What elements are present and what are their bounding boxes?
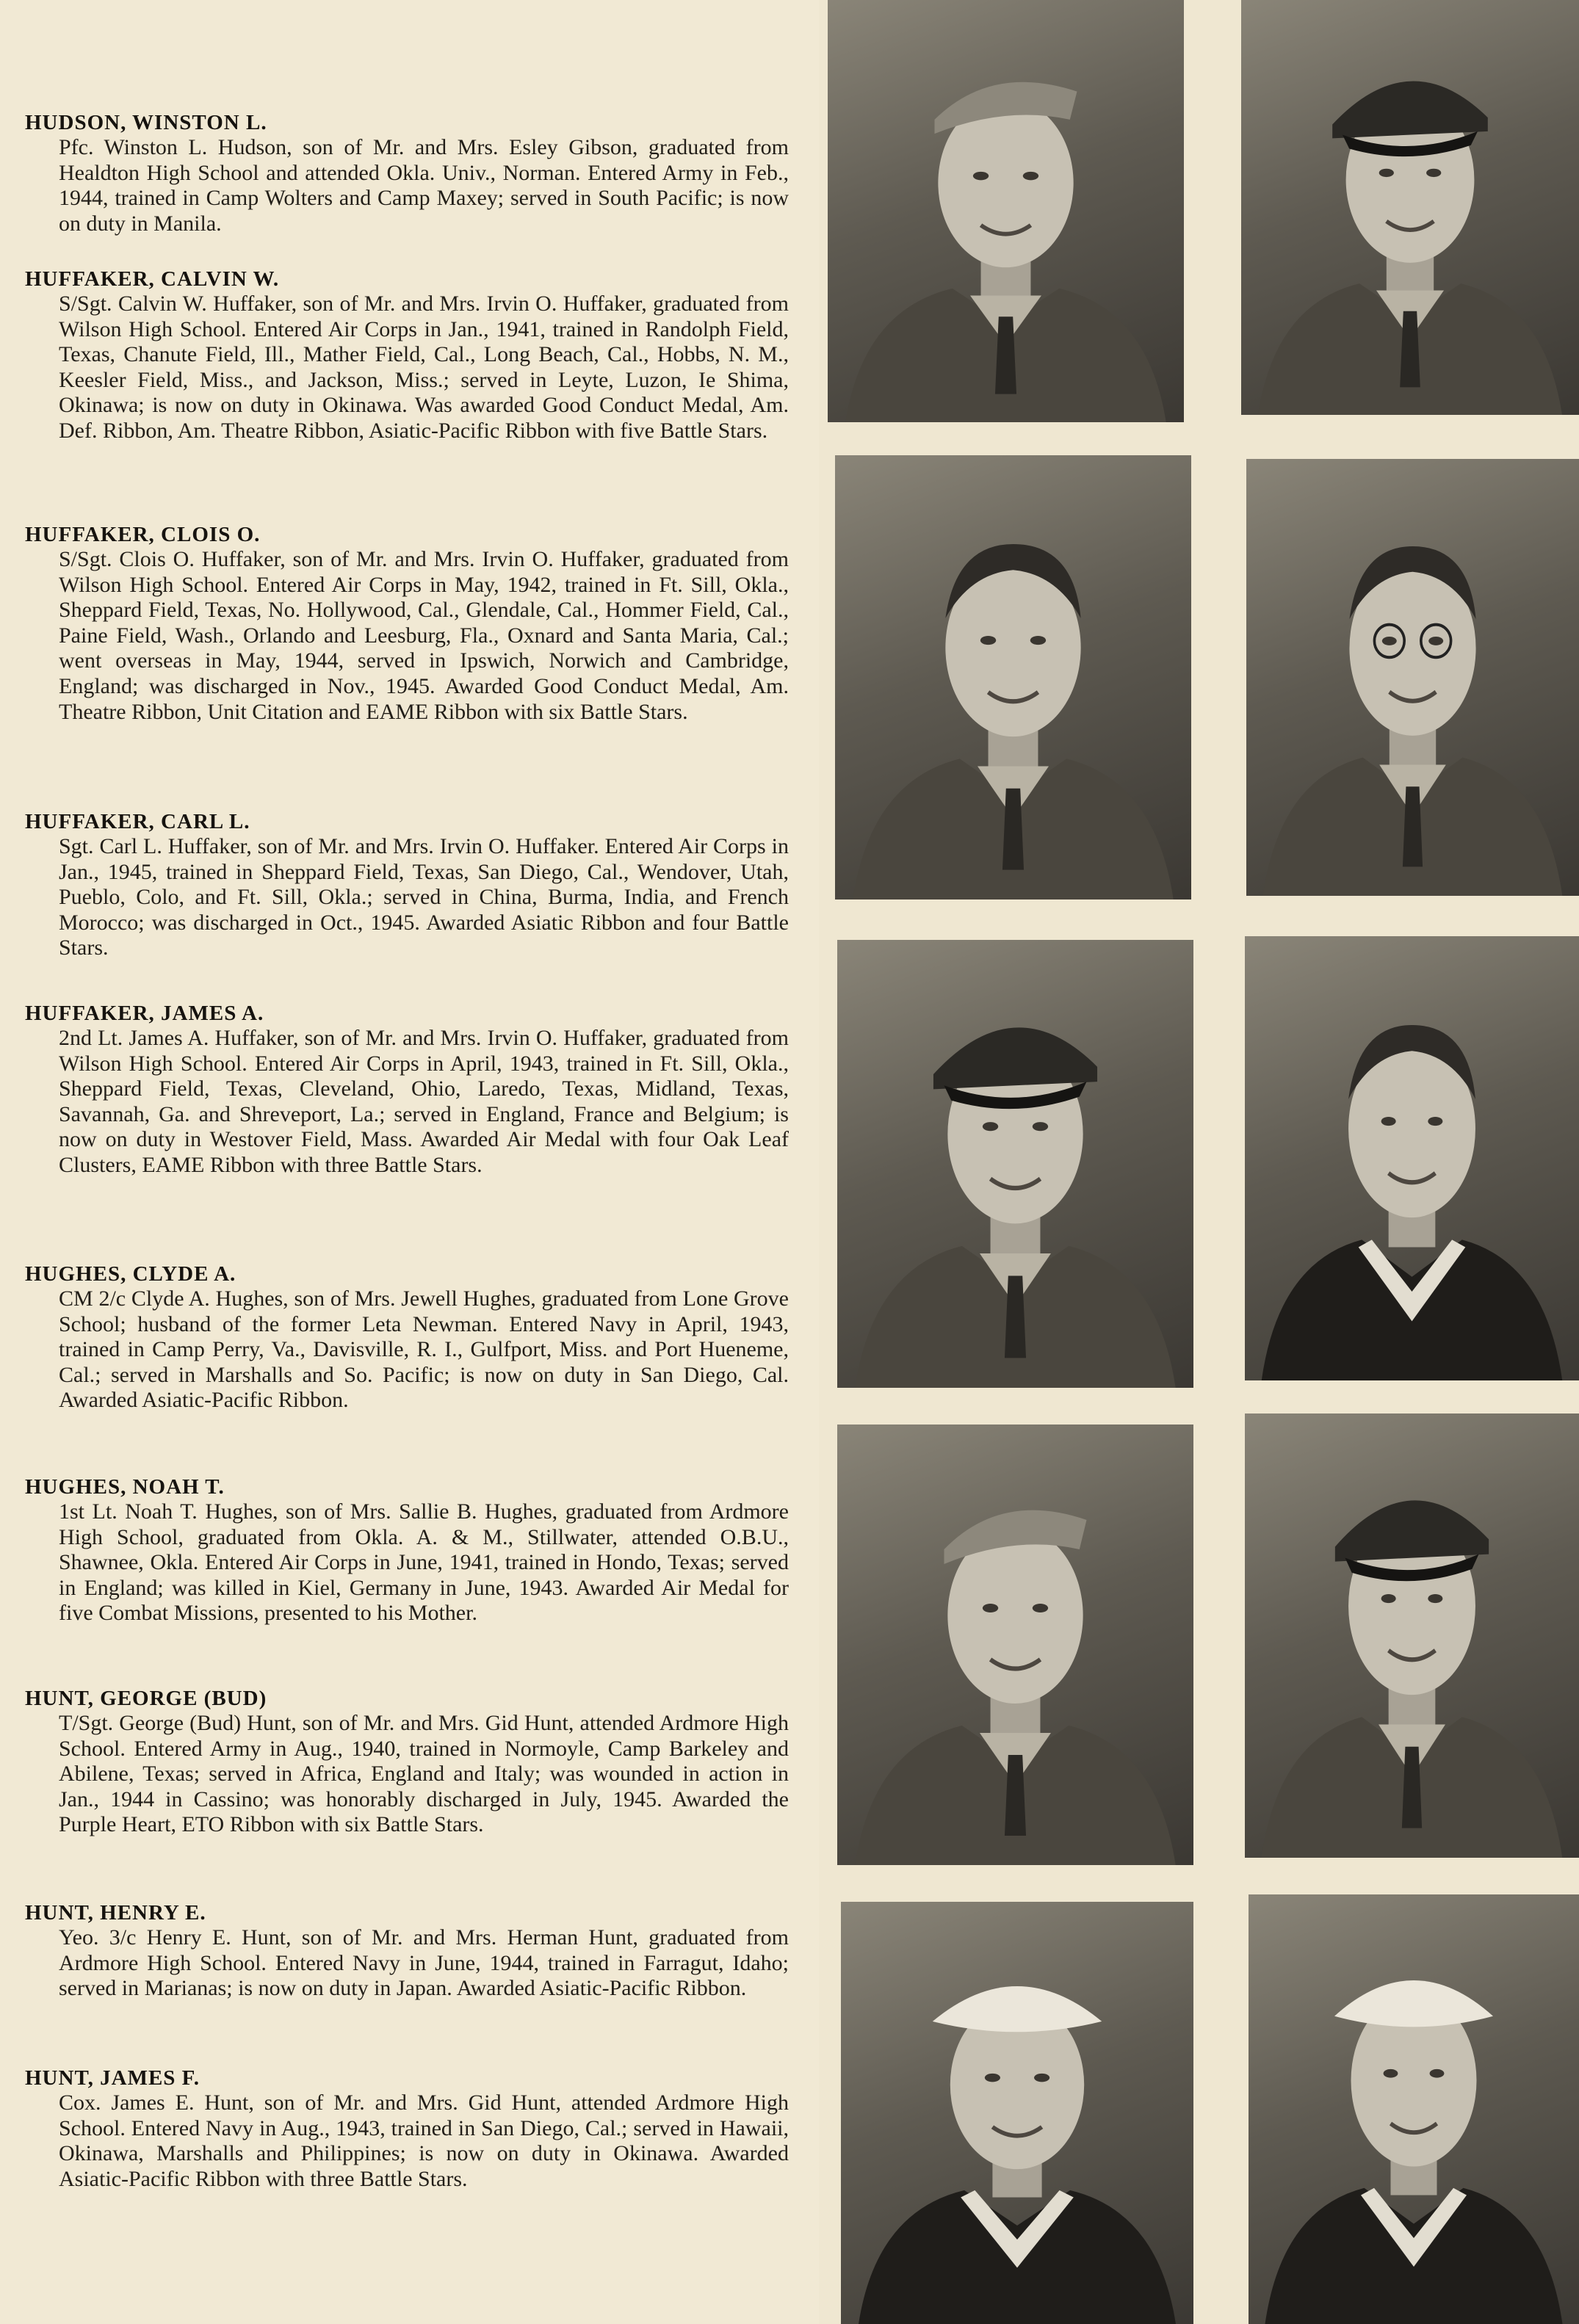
- biography-entry: [25, 522, 789, 725]
- portrait-silhouette: [1245, 1413, 1579, 1858]
- biography-entry: [25, 809, 789, 961]
- necktie-shape: [1400, 311, 1420, 388]
- biography-entry: [25, 1686, 789, 1838]
- portrait-photo: [1245, 936, 1579, 1380]
- portrait-photo: [1249, 1894, 1579, 2324]
- entry-name: HUDSON, WINSTON L.: [25, 111, 267, 134]
- eye-shape: [1428, 1594, 1442, 1603]
- eye-shape: [1023, 172, 1038, 181]
- entry-text: S/Sgt. Calvin W. Huffaker, son of Mr. and Mrs. Irvin O. Huffaker, graduated from Wilson High School. Entered Air Corps in Jan., 1941, trained in Randolph Field, Texas, Chanute Field, Ill., Mather Field, Cal., Long Beach, Cal., Hobbs, N. M., Keesler Field, Miss., and Jackson, Miss.; served in Leyte, Luzon, Ie Shima, Okinawa; is now on duty in Okinawa. Was awarded Good Conduct Medal, Am. Def. Ribbon, Am. Theatre Ribbon, Asiatic-Pacific Ribbon with five Battle Stars.: [59, 292, 789, 443]
- eye-shape: [983, 1122, 998, 1131]
- entry-name: HUNT, HENRY E.: [25, 1901, 206, 1925]
- sailor-cap-shape: [1334, 1980, 1493, 2027]
- eye-shape: [980, 636, 996, 645]
- portrait-silhouette: [1241, 0, 1579, 415]
- biography-entry: [25, 267, 789, 444]
- eye-shape: [1381, 1594, 1396, 1603]
- biography-entry: [25, 2066, 789, 2192]
- portrait-photo: [837, 940, 1193, 1388]
- necktie-shape: [1005, 1755, 1026, 1836]
- eye-shape: [1030, 636, 1046, 645]
- biography-entry: [25, 1001, 789, 1179]
- entry-name: HUFFAKER, CALVIN W.: [25, 267, 280, 291]
- entry-name: HUGHES, NOAH T.: [25, 1475, 225, 1499]
- portrait-photo: [828, 0, 1184, 422]
- entry-name: HUFFAKER, JAMES A.: [25, 1002, 264, 1025]
- entry-text: 1st Lt. Noah T. Hughes, son of Mrs. Sallie B. Hughes, graduated from Ardmore High School, graduated from Okla. A. & M., Stillwater, attended O.B.U., Shawnee, Okla. Entered Air Corps in June, 1941, trained in Hondo, Texas; served in England; was killed in Kiel, Germany in June, 1943. Awarded Air Medal for five Combat Missions, presented to his Mother.: [59, 1499, 789, 1626]
- entry-text: T/Sgt. George (Bud) Hunt, son of Mr. and Mrs. Gid Hunt, attended Ardmore High School. Entered Army in Aug., 1940, trained in Normoyle, Camp Barkeley and Abilene, Texas; served in Africa, England and Italy; was wounded in action in Jan., 1944 in Cassino; was honorably discharged in July, 1945. Awarded the Purple Heart, ETO Ribbon with six Battle Stars.: [59, 1711, 789, 1837]
- sailor-cap-shape: [933, 1986, 1102, 2032]
- portrait-photo: [841, 1902, 1193, 2324]
- eye-shape: [1034, 2074, 1049, 2082]
- service-cap-shape: [1332, 82, 1488, 139]
- entry-text: CM 2/c Clyde A. Hughes, son of Mrs. Jewell Hughes, graduated from Lone Grove School; husband of the former Leta Newman. Entered Navy in April, 1943, trained in Camp Perry, Va., Davisville, R. I., Gulfport, Miss. and Port Hueneme, Cal.; served in Marshalls and So. Pacific; is now on duty in San Diego, Cal. Awarded Asiatic-Pacific Ribbon.: [59, 1286, 789, 1413]
- portrait-silhouette: [828, 0, 1184, 422]
- portrait-silhouette: [837, 1425, 1193, 1865]
- eye-shape: [1033, 1604, 1048, 1612]
- portrait-silhouette: [837, 940, 1193, 1388]
- eye-shape: [1033, 1122, 1048, 1131]
- biography-entry: [25, 110, 789, 236]
- portrait-gallery: [819, 0, 1579, 2324]
- service-cap-shape: [1335, 1500, 1489, 1561]
- necktie-shape: [1002, 789, 1024, 870]
- entry-name: HUNT, GEORGE (BUD): [25, 1687, 267, 1710]
- eye-shape: [973, 172, 989, 181]
- necktie-shape: [1403, 786, 1423, 866]
- entry-text: Sgt. Carl L. Huffaker, son of Mr. and Mrs. Irvin O. Huffaker. Entered Air Corps in Jan., 1945, trained in Sheppard Field, Texas, San Diego, Cal., Wendover, Utah, Pueblo, Colo, and Ft. Sill, Okla.; served in China, Burma, India, and French Morocco; was discharged in Oct., 1945. Awarded Asiatic Ribbon and four Battle Stars.: [59, 834, 789, 960]
- portrait-photo: [1245, 1413, 1579, 1858]
- service-cap-shape: [933, 1027, 1097, 1089]
- entry-text: 2nd Lt. James A. Huffaker, son of Mr. and Mrs. Irvin O. Huffaker, graduated from Wilson High School. Entered Air Corps in April, 1943, trained in Ft. Sill, Okla., Sheppard Field, Texas, Cleveland, Ohio, Laredo, Texas, Midland, Texas, Savannah, Ga. and Shreveport, La.; served in England, France and Belgium; is now on duty in Westover Field, Mass. Awarded Air Medal with four Oak Leaf Clusters, EAME Ribbon with three Battle Stars.: [59, 1026, 789, 1177]
- eye-shape: [1428, 1117, 1442, 1126]
- biography-entry: [25, 1261, 789, 1413]
- eye-shape: [985, 2074, 1000, 2082]
- eye-shape: [1428, 637, 1443, 645]
- entry-name: HUFFAKER, CLOIS O.: [25, 523, 261, 546]
- eye-shape: [1382, 637, 1397, 645]
- entry-text: Yeo. 3/c Henry E. Hunt, son of Mr. and Mrs. Herman Hunt, graduated from Ardmore High School. Entered Navy in June, 1944, trained in Farragut, Idaho; served in Marianas; is now on duty in Japan. Awarded Asiatic-Pacific Ribbon.: [59, 1925, 789, 2001]
- biography-entry: [25, 1474, 789, 1626]
- entry-text: Cox. James E. Hunt, son of Mr. and Mrs. Gid Hunt, attended Ardmore High School. Entered Navy in Aug., 1943, trained in San Diego, Cal.; served in Hawaii, Okinawa, Marshalls and Philippines; is now on duty in Okinawa. Awarded Asiatic-Pacific Ribbon with three Battle Stars.: [59, 2090, 789, 2191]
- necktie-shape: [1402, 1747, 1422, 1828]
- necktie-shape: [1005, 1276, 1026, 1358]
- portrait-photo: [835, 455, 1191, 899]
- entry-name: HUNT, JAMES F.: [25, 2066, 200, 2090]
- entry-name: HUFFAKER, CARL L.: [25, 810, 250, 833]
- portrait-silhouette: [841, 1902, 1193, 2324]
- eye-shape: [1426, 169, 1441, 177]
- portrait-silhouette: [835, 455, 1191, 899]
- portrait-silhouette: [1246, 459, 1579, 896]
- entry-text: S/Sgt. Clois O. Huffaker, son of Mr. and Mrs. Irvin O. Huffaker, graduated from Wilson High School. Entered Air Corps in May, 1942, trained in Ft. Sill, Okla., Sheppard Field, Texas, No. Hollywood, Cal., Glendale, Cal., Hommer Field, Cal., Paine Field, Wash., Orlando and Leesburg, Fla., Oxnard and Santa Maria, Cal.; went overseas in May, 1944, served in Ipswich, Norwich and Cambridge, England; was discharged in Nov., 1945. Awarded Good Conduct Medal, Am. Theatre Ribbon, Unit Citation and EAME Ribbon with six Battle Stars.: [59, 547, 789, 724]
- eye-shape: [1384, 2069, 1398, 2078]
- portrait-silhouette: [1245, 936, 1579, 1380]
- portrait-photo: [837, 1425, 1193, 1865]
- portrait-photo: [1246, 459, 1579, 896]
- portrait-photo: [1241, 0, 1579, 415]
- necktie-shape: [995, 316, 1016, 394]
- eye-shape: [1430, 2069, 1445, 2078]
- biography-entry: [25, 1900, 789, 2002]
- entry-name: HUGHES, CLYDE A.: [25, 1262, 236, 1286]
- eye-shape: [983, 1604, 998, 1612]
- eye-shape: [1379, 169, 1394, 177]
- eye-shape: [1381, 1117, 1396, 1126]
- entry-text: Pfc. Winston L. Hudson, son of Mr. and Mrs. Esley Gibson, graduated from Healdton High School and attended Okla. Univ., Norman. Entered Army in Feb., 1944, trained in Camp Wolters and Camp Maxey; served in South Pacific; is now on duty in Manila.: [59, 135, 789, 236]
- portrait-silhouette: [1249, 1894, 1579, 2324]
